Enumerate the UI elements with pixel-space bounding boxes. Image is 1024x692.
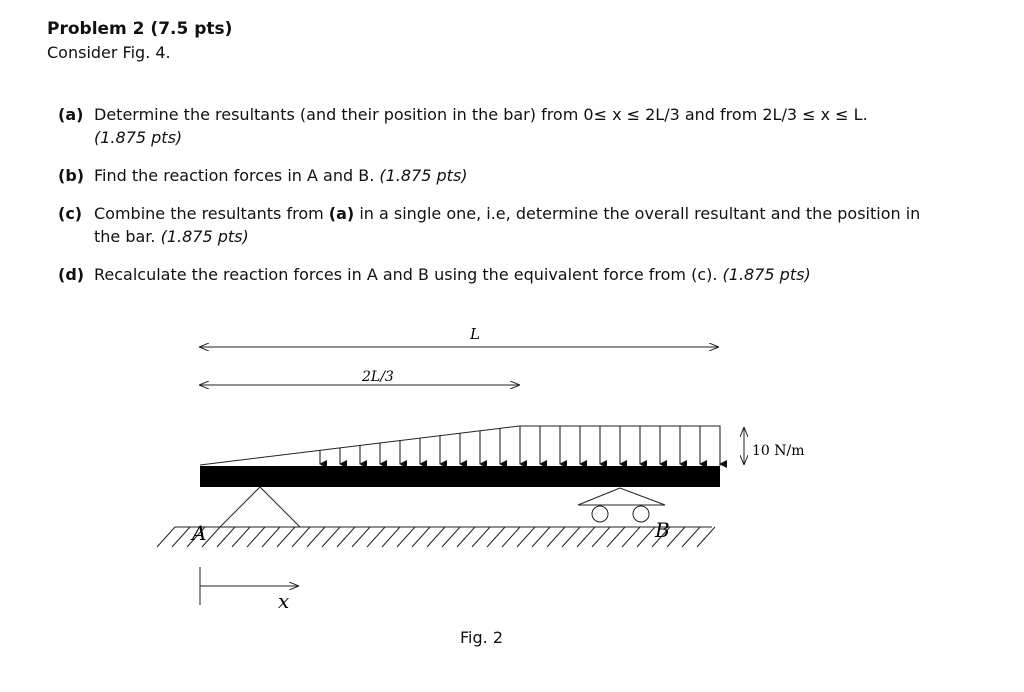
part-c-pre: Combine the resultants from xyxy=(94,204,324,223)
hatch-line xyxy=(622,527,640,547)
pin-support-A xyxy=(220,487,300,527)
hatch-line xyxy=(502,527,520,547)
dimension-2L3-label: 2L/3 xyxy=(362,369,394,385)
beam xyxy=(200,466,720,487)
hatch-line xyxy=(382,527,400,547)
part-c-ref: (a) xyxy=(328,204,355,223)
part-b-points: (1.875 pts) xyxy=(379,166,468,185)
part-b-label: (b) xyxy=(58,166,85,185)
hatch-line xyxy=(277,527,295,547)
hatch-line xyxy=(337,527,355,547)
part-d-main: Recalculate the reaction forces in A and B using the equivalent force from (c). xyxy=(94,265,718,284)
part-c-points: (1.875 pts) xyxy=(160,227,249,246)
distributed-load-arrows xyxy=(320,426,720,464)
hatch-line xyxy=(217,527,235,547)
hatch-line xyxy=(412,527,430,547)
roller-support-B xyxy=(578,488,665,505)
hatch-line xyxy=(532,527,550,547)
support-B-label: B xyxy=(655,518,670,542)
hatch-line xyxy=(637,527,655,547)
hatch-line xyxy=(472,527,490,547)
hatch-line xyxy=(592,527,610,547)
part-b-main: Find the reaction forces in A and B. xyxy=(94,166,375,185)
hatch-line xyxy=(682,527,700,547)
part-a-points: (1.875 pts) xyxy=(94,128,183,147)
hatch-line xyxy=(172,527,190,547)
roller-wheel-right xyxy=(633,506,649,522)
hatch-line xyxy=(322,527,340,547)
hatch-line xyxy=(487,527,505,547)
hatch-line xyxy=(352,527,370,547)
ground-hatching xyxy=(157,527,715,547)
hatch-line xyxy=(607,527,625,547)
dimension-L-label: L xyxy=(470,325,480,343)
part-c-label: (c) xyxy=(58,204,83,223)
hatch-line xyxy=(262,527,280,547)
hatch-line xyxy=(157,527,175,547)
roller-wheel-left xyxy=(592,506,608,522)
hatch-line xyxy=(442,527,460,547)
hatch-line xyxy=(247,527,265,547)
x-axis-label: x xyxy=(278,589,290,613)
hatch-line xyxy=(307,527,325,547)
part-d-points: (1.875 pts) xyxy=(722,265,811,284)
part-d-label: (d) xyxy=(58,265,85,284)
problem-title: Problem 2 (7.5 pts) xyxy=(47,19,233,39)
hatch-line xyxy=(397,527,415,547)
hatch-line xyxy=(457,527,475,547)
hatch-line xyxy=(577,527,595,547)
hatch-line xyxy=(292,527,310,547)
hatch-line xyxy=(517,527,535,547)
problem-intro: Consider Fig. 4. xyxy=(47,43,171,62)
figure-caption: Fig. 2 xyxy=(460,628,503,647)
hatch-line xyxy=(697,527,715,547)
support-A-label: A xyxy=(192,521,207,545)
part-a-main: Determine the resultants (and their position in the bar) from 0≤ x ≤ 2L/3 and from 2L/3 ≤ x ≤ L. xyxy=(94,105,868,124)
hatch-line xyxy=(562,527,580,547)
hatch-line xyxy=(232,527,250,547)
hatch-line xyxy=(547,527,565,547)
part-a-label: (a) xyxy=(58,105,84,124)
hatch-line xyxy=(427,527,445,547)
part-c-post: in a single one, i.e, determine the overall resultant and the position in the bar. xyxy=(94,204,921,246)
hatch-line xyxy=(367,527,385,547)
load-magnitude-label: 10 N/m xyxy=(752,443,805,459)
